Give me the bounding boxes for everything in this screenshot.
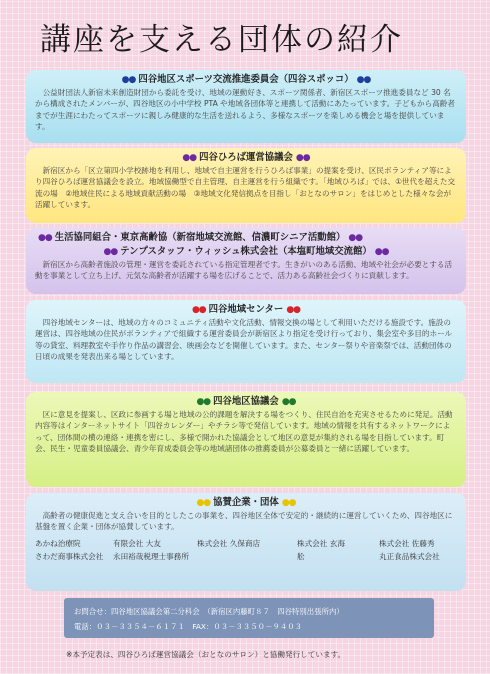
contact-box <box>64 598 434 638</box>
heading-text: 四谷地区スポーツ交流推進委員会（四谷スポッコ） <box>138 74 354 85</box>
section-heading <box>35 73 457 87</box>
section-heading <box>35 151 457 165</box>
circle-bullet-icon: ●● <box>295 153 310 163</box>
section-koreikyo <box>26 228 466 294</box>
heading-text: 四谷地区協議会 <box>213 396 279 407</box>
sponsor-list <box>35 537 457 563</box>
section-district-council <box>26 392 466 487</box>
section-sponsors <box>26 493 466 591</box>
heading-text: テンプスタッフ・ウィッシュ株式会社（本塩町地域交流館） <box>120 246 372 257</box>
section-body: 区に意見を提案し、区政に参画する場と地域の公的課題を解決する場をつくり、住民自治を充実させるために発足。活動内容等はインターネットサイト「四谷カレンダー」やチラシ等で発信しています。地域の情報を共有するネットワークによって、団体間の横の連絡・連携を密にし、多様で開かれた協議会として地区の意見が集約される場を目指しています。町会、民生・児童委員協議会、青少年育成委員会等の地域諸団体の推薦委員が公募委員と一緒に活躍しています。 <box>35 410 453 454</box>
section-body: 公益財団法人新宿未来創造財団から委託を受け、地域の運動好き、スポーツ関係者、新宿区スポーツ推進委員など 30 名から構成されたメンバーが、四谷地区の小中学校 PTA や地域各団体等と連携して活動にあたっています。子どもから高齢者までが生涯にわたってスポーツに親しみ健康的な生活を送れるよう、多様なスポーツを楽しめる機会と場を提供しています。 <box>35 88 455 132</box>
page-title: 講座を支える団体の紹介 <box>40 22 403 58</box>
sponsor-item: 株式会社 玄海 <box>297 538 345 548</box>
circle-bullet-icon: ●● <box>103 247 118 257</box>
sponsor-item: さわだ商事株式会社 <box>35 551 104 561</box>
section-heading <box>35 245 457 259</box>
section-body: 新宿区から「区立第四小学校跡地を利用し、地域で自主運営を行うひろば事業」の提案を受け、区民ボランティア等により四谷ひろば運営協議会を設立。地域協働型で自主管理、自主運営を行う組織です。「地域ひろば」では、①世代を超えた交流の場 ②地域住民による地域貢献活動の場 ③地域文化発信拠点を目指し「おとなのサロン」をはじめとした様々な会が活躍しています。 <box>35 166 456 210</box>
circle-bullet-icon: ●● <box>191 305 206 315</box>
contact-phone: 電話：０３－３３５４－６１７１ FAX：０３－３３５０－９４０３ <box>74 622 303 631</box>
heading-text: 生活協同組合・東京高齢協（新宿地域交流館、信濃町シニア活動館） <box>54 232 346 243</box>
sponsor-item: 永田裕哉税理士事務所 <box>113 551 189 561</box>
section-heading <box>35 496 457 510</box>
circle-bullet-icon: ●● <box>348 233 363 243</box>
heading-text: 四谷ひろば運営協議会 <box>199 152 293 163</box>
contact-address: お問合せ：四谷地区協議会第二分科会 （新宿区内藤町８７ 四谷特別出張所内） <box>74 607 344 616</box>
circle-bullet-icon: ●● <box>38 233 52 243</box>
circle-bullet-icon: ●● <box>196 498 211 508</box>
sponsor-item: 有限会社 大友 <box>113 538 161 548</box>
heading-text: 協賛企業・団体 <box>213 497 279 508</box>
section-heading <box>35 395 457 409</box>
sponsor-item: 舩 <box>297 551 305 561</box>
circle-bullet-icon: ●● <box>182 153 197 163</box>
sponsor-item: 株式会社 佐藤秀 <box>379 538 435 548</box>
heading-text: 四谷地域センター <box>208 304 284 315</box>
section-heading <box>35 231 457 245</box>
circle-bullet-icon: ●● <box>121 75 136 85</box>
circle-bullet-icon: ●● <box>281 498 296 508</box>
section-body: 四谷地域センターは、地域の方々のコミュニティ活動や文化活動、情報交換の場として利用いただける施設です。施設の運営は、四谷地域の住民がボランティアで組織する運営委員会が新宿区より指定を受け行っており、集会室や多目的ホール等の貸室、料理教室や手作り作品の講習会、映画会などを開催しています。また、センター祭りや音楽祭では、活動団体の日頃の成果を発表出来る場としています。 <box>35 318 453 362</box>
sponsor-item: 株式会社 久保商店 <box>197 538 261 548</box>
footnote: ※本予定表は、四谷ひろば運営協議会（おとなのサロン）と協働発行しています。 <box>66 650 346 659</box>
circle-bullet-icon: ●● <box>286 305 301 315</box>
section-sports <box>26 70 466 143</box>
circle-bullet-icon: ●● <box>281 397 296 407</box>
sponsor-item: あかね治療院 <box>35 538 81 548</box>
section-heading <box>35 303 457 317</box>
section-body: 高齢者の健康促進と支え合いを目的としたこの事業を、四谷地区全体で安定的・継続的に運営していくため、四谷地区に基盤を置く企業・団体が協賛しています。 <box>35 511 453 532</box>
section-community-center <box>26 300 466 383</box>
circle-bullet-icon: ●● <box>356 75 371 85</box>
section-body: 新宿区から高齢者施設の管理・運営を委託されている指定管理者です。生きがいのある活動、地域や社会が必要とする活動を事業として立ち上げ、元気な高齢者が活躍する場を広げることで、活力ある高齢社会づくりに貢献します。 <box>35 260 453 281</box>
sponsor-item: 丸正食品株式会社 <box>379 551 440 561</box>
circle-bullet-icon: ●● <box>374 247 389 257</box>
circle-bullet-icon: ●● <box>196 397 211 407</box>
section-hiroba <box>26 148 466 223</box>
